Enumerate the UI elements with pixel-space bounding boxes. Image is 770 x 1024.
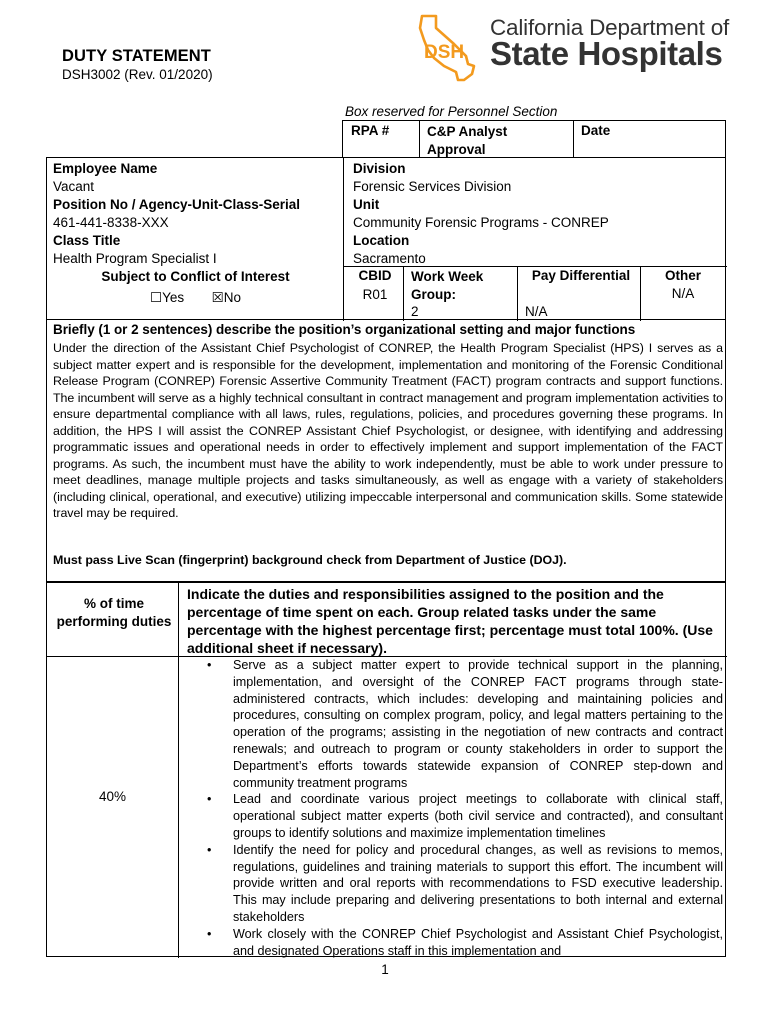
location-value: Sacramento bbox=[353, 251, 426, 266]
employee-name-value: Vacant bbox=[53, 179, 95, 194]
other-value: N/A bbox=[671, 286, 695, 301]
position-grid bbox=[46, 157, 726, 320]
date-label: Date bbox=[581, 123, 611, 138]
duty-item: • Work closely with the CONREP Chief Psychologist and Assistant Chief Psychologist, and designated Operations staff in this implementation and bbox=[233, 926, 723, 960]
form-number: DSH3002 (Rev. 01/2020) bbox=[62, 67, 213, 82]
description-section bbox=[46, 320, 726, 582]
dsh-logo-icon bbox=[414, 14, 494, 86]
employee-name-label: Employee Name bbox=[53, 161, 158, 176]
other-label: Other bbox=[664, 268, 701, 283]
division-value: Forensic Services Division bbox=[353, 179, 512, 194]
workweek-value: 2 bbox=[411, 304, 419, 319]
duty-item: • Identify the need for policy and procedural changes, as well as revisions to memos, regulations, guidelines and training materials to support this effort. The incumbent will provide written and oral reports with recommendations to FSD executive leadership. This may include preparing and delivering presentations to both internal and external stakeholders bbox=[233, 842, 723, 926]
logo-text: DSH bbox=[424, 42, 465, 63]
personnel-box bbox=[342, 120, 726, 158]
class-title-label: Class Title bbox=[53, 233, 121, 248]
personnel-box-note: Box reserved for Personnel Section bbox=[345, 104, 558, 119]
unit-value: Community Forensic Programs - CONREP bbox=[353, 215, 609, 230]
paydiff-label: Pay Differential bbox=[531, 268, 631, 283]
conflict-label: Subject to Conflict of Interest bbox=[101, 269, 290, 284]
position-no-label: Position No / Agency-Unit-Class-Serial bbox=[53, 197, 301, 212]
document-title: DUTY STATEMENT bbox=[62, 47, 211, 65]
rpa-label: RPA # bbox=[351, 123, 390, 138]
position-no-value: 461-441-8338-XXX bbox=[53, 215, 169, 230]
live-scan-requirement: Must pass Live Scan (fingerprint) background check from Department of Justice (DOJ). bbox=[53, 553, 567, 567]
org-name-line1: California Department of bbox=[490, 15, 730, 40]
workweek-label: Work Week Group: bbox=[411, 269, 484, 302]
duty-group-percent: 40% bbox=[98, 789, 127, 804]
approval-label: C&P Analyst Approval bbox=[427, 124, 508, 157]
unit-label: Unit bbox=[353, 197, 380, 212]
conflict-no-checkbox[interactable]: ☒No bbox=[211, 290, 242, 305]
org-name-line2: State Hospitals bbox=[490, 35, 723, 72]
page-number: 1 bbox=[381, 962, 389, 977]
cbid-value: R01 bbox=[362, 287, 388, 302]
division-label: Division bbox=[353, 161, 406, 176]
description-heading: Briefly (1 or 2 sentences) describe the position’s organizational setting and major functions bbox=[53, 322, 636, 337]
location-label: Location bbox=[353, 233, 410, 248]
duties-table bbox=[46, 582, 726, 957]
duty-item: • Serve as a subject matter expert to provide technical support in the planning, implementation, and oversight of the CONREP FACT programs through state-administered contracts, which includes: developing and maintaining policies and procedures, consulting on complex program, policy, and legal matters pertaining to the operation of the programs; assisting in the negotiation of new contracts and contract renewals; and outreach to program or county stakeholders in order to support the Department’s efforts towards statewide expansion of CONREP step-down and community treatment programs bbox=[233, 657, 723, 791]
paydiff-value: N/A bbox=[525, 304, 548, 319]
class-title-value: Health Program Specialist I bbox=[53, 251, 217, 266]
pct-header: % of time performing duties bbox=[56, 596, 172, 629]
cbid-label: CBID bbox=[358, 268, 392, 283]
description-body: Under the direction of the Assistant Chief Psychologist of CONREP, the Health Program Specialist (HPS) I serves as a subject matter expert and is responsible for the development, implementation and monitoring of the Forensic Conditional Release Program (CONREP) Forensic Assertive Community Treatment (FACT) program contracts and support functions. The incumbent will serve as a highly technical consultant in contract management and program implementation activities to ensure departmental compliance with all laws, rules, regulations, policies, and procedures governing these programs. In addition, the HPS I will assist the CONREP Assistant Chief Psychologist, or designee, with identifying and addressing programmatic issues and operational needs in order to effectively implement and support implementation of the FACT programs. As such, the incumbent must have the ability to work independently, must be able to work under pressure to meet deadlines, manage multiple projects and tasks simultaneously, as well as engage with a variety of stakeholders (including clinical, operational, and executive) utilizing impeccable interpersonal and communication skills. Some statewide travel may be required. bbox=[53, 341, 723, 520]
duties-instructions: Indicate the duties and responsibilities assigned to the position and the percentage of time spent on each. Group related tasks under the same percentage with the highest percentage first; percentage must total 100%. (Use additional sheet if necessary). bbox=[187, 586, 713, 656]
duty-item: • Lead and coordinate various project meetings to collaborate with clinical staff, operational subject matter experts (both civil service and contracted), and consultant groups to identify solutions and maximize implementation timelines bbox=[233, 791, 723, 841]
conflict-yes-checkbox[interactable]: ☐Yes bbox=[149, 290, 185, 305]
